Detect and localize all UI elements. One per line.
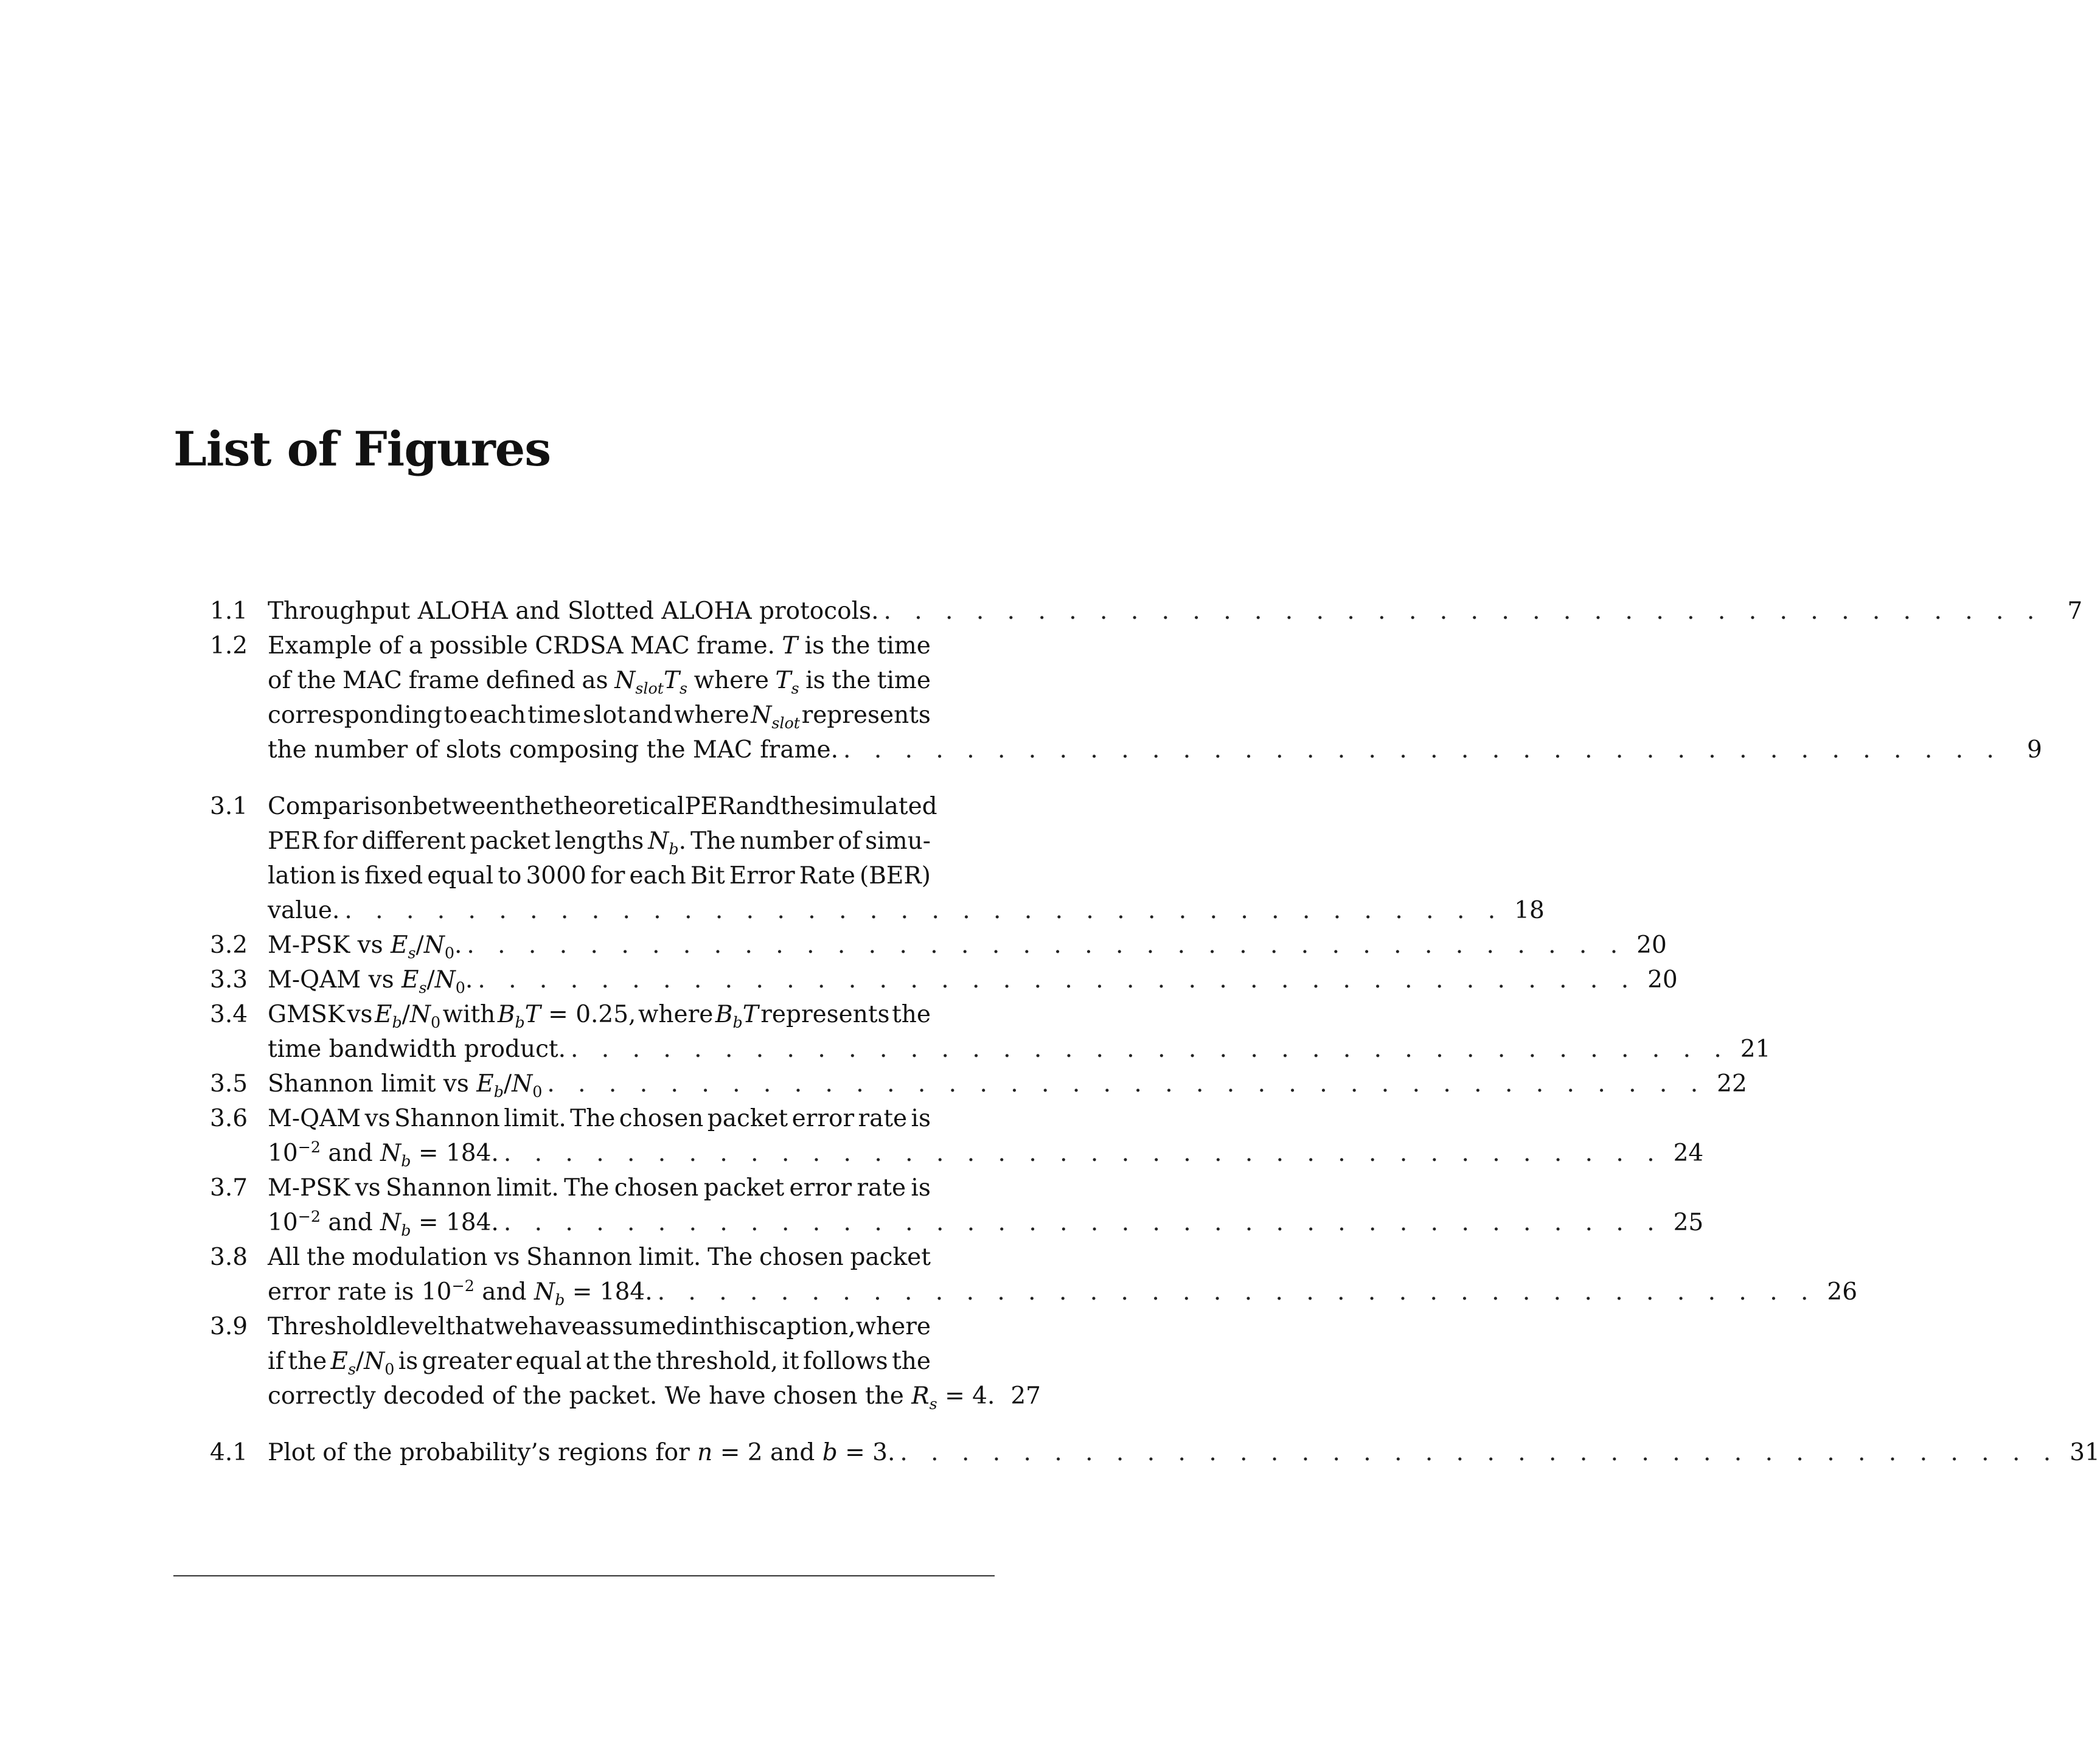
entry-line [268, 1245, 931, 1269]
entry-text: the number of slots composing the MAC frame. [268, 736, 839, 764]
entry-page: 26 [1827, 1278, 1858, 1306]
entry-line [268, 1439, 2100, 1466]
entry-text: of the MAC frame defined as $N_{slot}T_s$ where $T_s$ is the time [268, 667, 931, 697]
entry-line [268, 1138, 1704, 1170]
entry-text: time bandwidth product. [268, 1036, 566, 1063]
entry-line [268, 736, 2042, 764]
entry-number: 3.2 [210, 931, 248, 959]
entry-line [268, 827, 931, 858]
entry-text: Threshold level that we have assumed in this caption, where [268, 1313, 931, 1340]
entry-line [268, 1207, 1704, 1239]
entry-text: $10^{-2}$ and $N_b = 184$. [268, 1207, 499, 1239]
entry-text: corresponding to each time slot and where $N_{slot}$ represents [268, 702, 931, 732]
entry-number: 3.6 [210, 1105, 248, 1132]
entry-line [268, 1107, 931, 1130]
leader-dots: . . . . . . . . . . . . . . . . . . . . . . . . . . . . . . . . . . . . . . [344, 897, 1504, 924]
entry-number: 3.9 [210, 1313, 248, 1340]
entry-page: 9 [2027, 736, 2042, 764]
entry-number: 3.7 [210, 1174, 248, 1202]
leader-dots: . . . . . . . . . . . . . . . . . . . . . . . . . . . . . . . . . . . . . . [478, 966, 1637, 994]
entry-line [268, 702, 931, 732]
entry-text: lation is fixed equal to 3000 for each Bit Error Rate (BER) [268, 862, 931, 890]
page-title: List of Figures [173, 422, 551, 477]
entry-line [268, 634, 931, 658]
entry-number: 1.2 [210, 632, 248, 660]
entry-text: Throughput ALOHA and Slotted ALOHA protocols. [268, 597, 879, 625]
entry-line [268, 966, 1678, 997]
leader-dots: . . . . . . . . . . . . . . . . . . . . . . . . . . . . . . . . . . . . . . [503, 1140, 1663, 1167]
entry-line [268, 1382, 1041, 1413]
entry-text: error rate is $10^{-2}$ and $N_b = 184$. [268, 1276, 653, 1309]
entry-text: Example of a possible CRDSA MAC frame. T is the time [268, 632, 931, 660]
entry-number: 3.4 [210, 1001, 248, 1028]
entry-text: correctly decoded of the packet. We have chosen the $R_s = 4$. [268, 1382, 995, 1413]
entry-number: 3.8 [210, 1244, 248, 1271]
entry-text: GMSK vs $E_b/N_0$ with $B_bT = 0.25$, where $B_bT$ represents the [268, 1001, 931, 1031]
entry-page: 20 [1636, 931, 1667, 959]
entry-line [268, 1348, 931, 1378]
entry-number: 4.1 [210, 1439, 248, 1466]
entry-line [268, 793, 937, 820]
entry-text: M-QAM vs $E_s/N_0$. [268, 966, 473, 997]
entry-line [268, 667, 931, 697]
entry-line [268, 597, 2083, 625]
leader-dots: . . . . . . . . . . . . . . . . . . . . . . . . . . . . . . . . . . . . . . [547, 1070, 1706, 1098]
entry-line [268, 897, 1545, 924]
entry-page: 22 [1717, 1070, 1747, 1098]
leader-dots: . . . . . . . . . . . . . . . . . . . . . . . . . . . . . . . . . . . . . . [883, 597, 2043, 625]
entry-number: 3.5 [210, 1070, 248, 1098]
entry-line [268, 1176, 931, 1200]
entry-text: Plot of the probability’s regions for n = 2 and b = 3. [268, 1439, 895, 1466]
leader-dots: . . . . . . . . . . . . . . . . . . . . . . . . . . . . . . . . . . . . . . [657, 1278, 1817, 1306]
entry-line [268, 1070, 1747, 1101]
entry-page: 25 [1673, 1209, 1704, 1236]
entry-text: M-QAM vs Shannon limit. The chosen packet error rate is [268, 1105, 931, 1132]
leader-dots: . . . . . . . . . . . . . . . . . . . . . . . . . . . . . . . . . . . . . . [900, 1439, 2059, 1466]
entry-text: PER for different packet lengths $N_b$. The number of simu- [268, 827, 931, 858]
entry-line [268, 1001, 931, 1031]
entry-text: $10^{-2}$ and $N_b = 184$. [268, 1138, 499, 1170]
leader-dots: . . . . . . . . . . . . . . . . . . . . . . . . . . . . . . . . . . . . . . [467, 931, 1626, 959]
entry-text: Shannon limit vs $E_b/N_0$ [268, 1070, 543, 1101]
entry-page: 21 [1740, 1036, 1771, 1063]
entry-text: M-PSK vs $E_s/N_0$. [268, 931, 462, 962]
entry-line [268, 1315, 931, 1339]
leader-dots: . . . . . . . . . . . . . . . . . . . . . . . . . . . . . . . . . . . . . . [843, 736, 2002, 764]
entry-page: 24 [1673, 1140, 1704, 1167]
entry-text: M-PSK vs Shannon limit. The chosen packet error rate is [268, 1174, 931, 1202]
entry-page: 27 [1010, 1382, 1041, 1410]
entry-text: All the modulation vs Shannon limit. The chosen packet [268, 1244, 931, 1271]
entry-page: 20 [1647, 966, 1678, 994]
leader-dots: . . . . . . . . . . . . . . . . . . . . . . . . . . . . . . . . . . . . . . [571, 1036, 1730, 1063]
leader-dots: . . . . . . . . . . . . . . . . . . . . . . . . . . . . . . . . . . . . . . [503, 1209, 1663, 1236]
entry-page: 7 [2067, 597, 2083, 625]
entry-number: 3.1 [210, 793, 248, 820]
footer-rule [173, 1575, 995, 1576]
entry-page: 31 [2070, 1439, 2100, 1466]
entry-number: 1.1 [210, 597, 248, 625]
entry-number: 3.3 [210, 966, 248, 994]
entry-text: value. [268, 897, 340, 924]
entry-text: Comparison between the theoretical PER and the simulated [268, 793, 937, 820]
entry-line [268, 864, 931, 888]
entry-line [268, 931, 1667, 962]
entry-line [268, 1036, 1771, 1063]
entry-page: 18 [1514, 897, 1545, 924]
entry-line [268, 1276, 1858, 1309]
entry-text: if the $E_s/N_0$ is greater equal at the threshold, it follows the [268, 1348, 931, 1378]
